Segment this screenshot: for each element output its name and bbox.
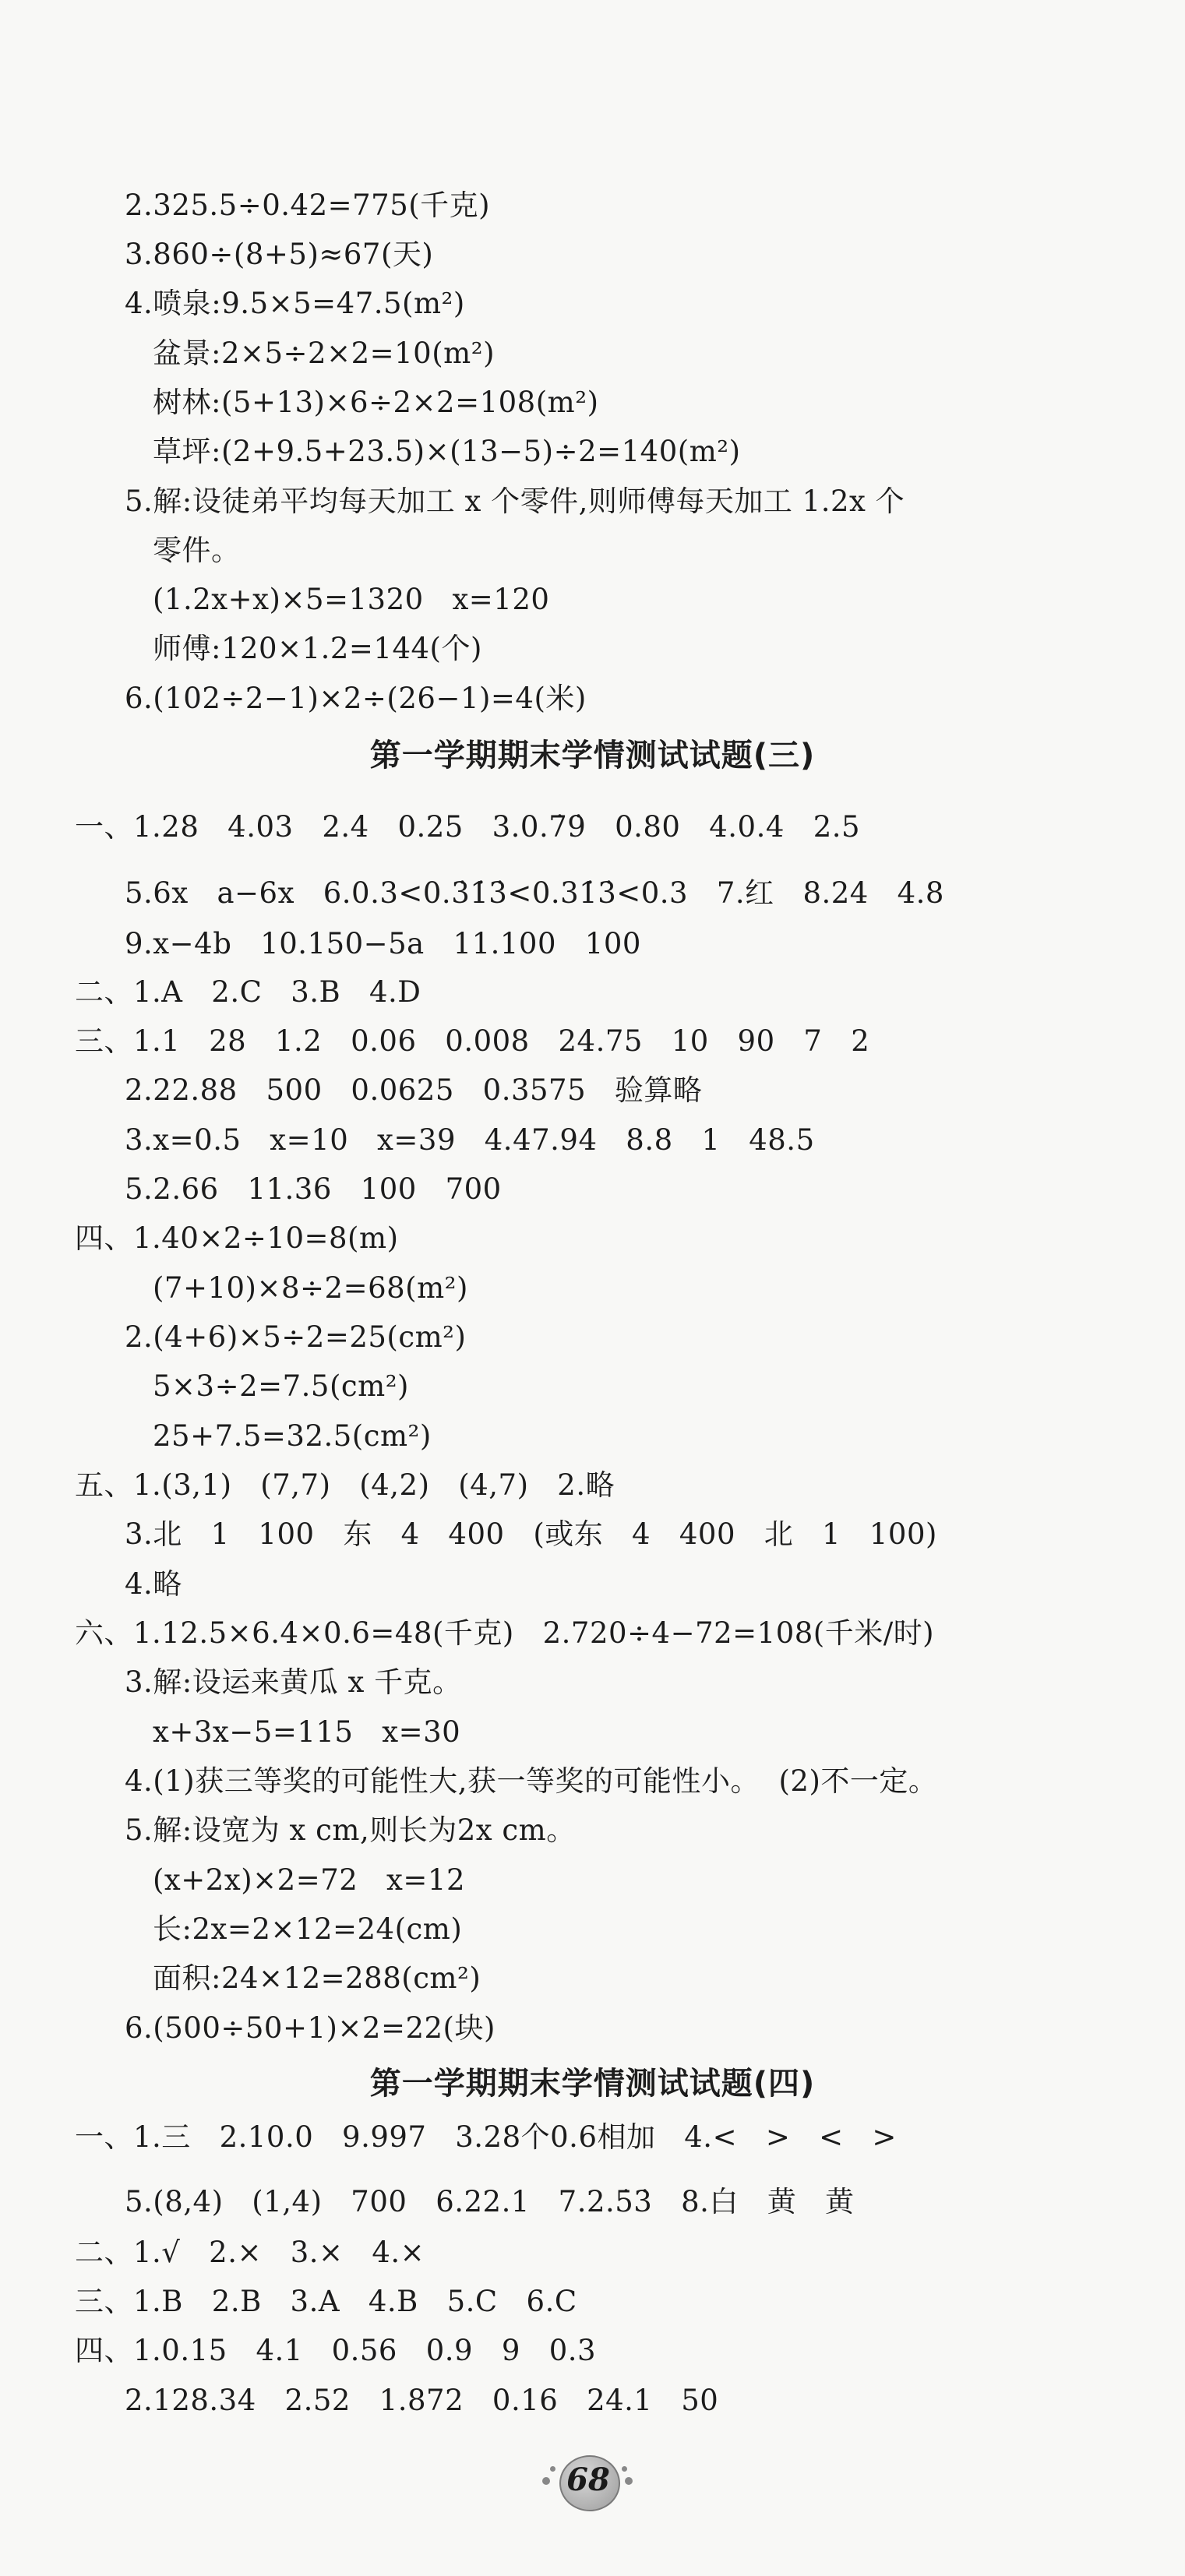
answer-line: 草坪:(2+9.5+23.5)×(13−5)÷2=140(m²) [153, 435, 741, 468]
answer-line: 二、1.A 2.C 3.B 4.D [75, 975, 421, 1009]
answer-line: 师傅:120×1.2=144(个) [153, 632, 482, 665]
answer-line: 2.22.88 500 0.0625 0.3575 验算略 [125, 1073, 703, 1107]
answer-line: 5.解:设宽为 x cm,则长为2x cm。 [125, 1813, 576, 1847]
answer-line: 盆景:2×5÷2×2=10(m²) [153, 337, 496, 370]
answer-line: 一、1.28 4.03 2.4 0.25 3.0.7̇9̇ 0.80 4.0.4 2.5 [75, 810, 861, 844]
answer-line: 5.2.66 11.36 100 700 [125, 1172, 502, 1206]
page-number: 68 [566, 2461, 610, 2498]
answer-line: 2.(4+6)×5÷2=25(cm²) [125, 1320, 467, 1354]
answer-line: 一、1.三 2.10.0 9.997 3.28个0.6相加 4.< > < > [75, 2120, 897, 2154]
answer-line: 3.860÷(8+5)≈67(天) [125, 238, 434, 271]
answer-line: 四、1.0.15 4.1 0.56 0.9 9 0.3 [75, 2334, 597, 2367]
answer-line: 25+7.5=32.5(cm²) [153, 1419, 432, 1453]
answer-line: 2.128.34 2.52 1.872 0.16 24.1 50 [125, 2384, 719, 2417]
answer-line: 5.解:设徒弟平均每天加工 x 个零件,则师傅每天加工 1.2x 个 [125, 485, 905, 518]
answer-line: 5.(8,4) (1,4) 700 6.22.1 7.2.5̇3̇ 8.白 黄 黄 [125, 2185, 855, 2218]
answer-line: 3.北 1 100 东 4 400 (或东 4 400 北 1 100) [125, 1517, 937, 1551]
answer-line: 六、1.12.5×6.4×0.6=48(千克) 2.720÷4−72=108(千米/时) [75, 1616, 935, 1650]
answer-line: 三、1.1 28 1.2 0.06 0.008 24.75 10 90 7 2 [75, 1024, 870, 1058]
answer-line: 四、1.40×2÷10=8(m) [75, 1221, 399, 1255]
answer-line: 4.(1)获三等奖的可能性大,获一等奖的可能性小。 (2)不一定。 [125, 1764, 938, 1798]
answer-line: 长:2x=2×12=24(cm) [153, 1912, 463, 1946]
answer-line: (x+2x)×2=72 x=12 [153, 1863, 466, 1897]
answer-line: 二、1.√ 2.× 3.× 4.× [75, 2236, 425, 2269]
answer-line: 5×3÷2=7.5(cm²) [153, 1369, 409, 1403]
answer-line: 3.x=0.5 x=10 x=39 4.47.94 8.8 1 48.5 [125, 1123, 815, 1157]
answer-line: 面积:24×12=288(cm²) [153, 1961, 481, 1995]
answer-line: 3.解:设运来黄瓜 x 千克。 [125, 1665, 462, 1699]
section-title: 第一学期期末学情测试试题(四) [369, 2066, 816, 2102]
answer-line: 4.喷泉:9.5×5=47.5(m²) [125, 287, 465, 320]
answer-line: x+3x−5=115 x=30 [153, 1715, 461, 1749]
answer-line: 树林:(5+13)×6÷2×2=108(m²) [153, 386, 599, 419]
answer-line: (7+10)×8÷2=68(m²) [153, 1271, 468, 1305]
answer-line: 6.(102÷2−1)×2÷(26−1)=4(米) [125, 682, 587, 715]
answer-line: 5.6x a−6x 6.0.3<0.3̇1̇3̇<0.31̇3̇<0.3 7.红 8.24 4.8 [125, 876, 944, 910]
answer-line: 零件。 [153, 534, 241, 567]
answer-line: (1.2x+x)×5=1320 x=120 [153, 583, 550, 616]
answer-line: 三、1.B 2.B 3.A 4.B 5.C 6.C [75, 2285, 577, 2318]
answer-line: 9.x−4b 10.150−5a 11.100 100 [125, 927, 641, 960]
answer-line: 6.(500÷50+1)×2=22(块) [125, 2011, 496, 2045]
answer-line: 4.略 [125, 1567, 182, 1601]
section-title: 第一学期期末学情测试试题(三) [369, 738, 816, 774]
answer-line: 2.325.5÷0.42=775(千克) [125, 189, 491, 222]
page-number-badge [538, 2454, 639, 2511]
answer-line: 五、1.(3,1) (7,7) (4,2) (4,7) 2.略 [75, 1468, 615, 1502]
